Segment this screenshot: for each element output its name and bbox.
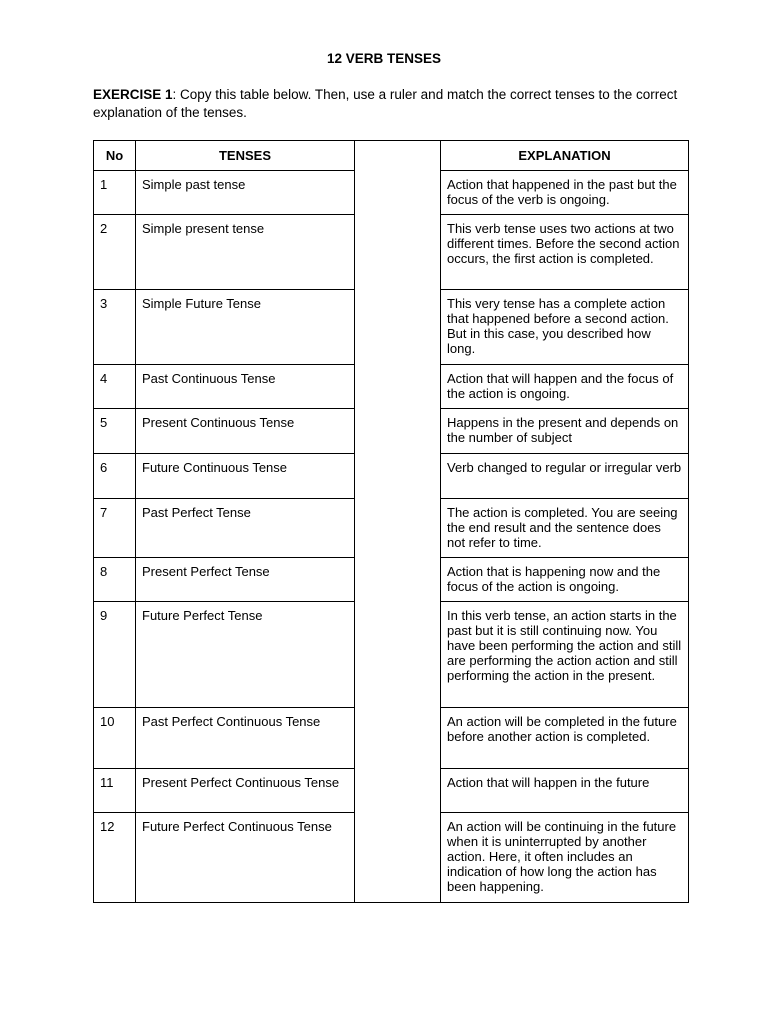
row-tense: Future Perfect Tense: [136, 602, 355, 708]
row-tense: Present Continuous Tense: [136, 409, 355, 454]
table-row: [94, 813, 355, 903]
exercise-text: : Copy this table below. Then, use a ruler and match the correct tenses to the correct explanation of the tenses.: [93, 87, 678, 120]
table-row: [94, 290, 355, 365]
table-row: [94, 454, 355, 499]
row-number: 4: [94, 365, 136, 409]
row-explanation: Action that will happen and the focus of the action is ongoing.: [441, 365, 689, 409]
row-number: 2: [94, 215, 136, 290]
exercise-label: EXERCISE 1: [93, 87, 173, 102]
row-tense: Simple Future Tense: [136, 290, 355, 365]
table-row: [94, 365, 355, 409]
row-explanation: In this verb tense, an action starts in the past but it is still continuing now. You have been performing the action and still are performing the action action and still performing the action in the present.: [441, 602, 689, 708]
row-explanation: This very tense has a complete action that happened before a second action. But in this case, you described how long.: [441, 290, 689, 365]
table-row: [441, 602, 689, 708]
explanation-table: [440, 140, 689, 903]
row-number: 6: [94, 454, 136, 499]
row-tense: Simple present tense: [136, 215, 355, 290]
row-explanation: Action that will happen in the future: [441, 769, 689, 813]
row-explanation: This verb tense uses two actions at two different times. Before the second action occurs, the first action is completed.: [441, 215, 689, 290]
header-tenses: TENSES: [136, 141, 355, 171]
table-row: [94, 215, 355, 290]
row-tense: Present Perfect Continuous Tense: [136, 769, 355, 813]
row-number: 9: [94, 602, 136, 708]
row-tense: Present Perfect Tense: [136, 558, 355, 602]
table-row: [94, 499, 355, 558]
tenses-table: [93, 140, 355, 903]
table-row: [441, 215, 689, 290]
row-tense: Future Perfect Continuous Tense: [136, 813, 355, 903]
table-row: [441, 171, 689, 215]
row-number: 8: [94, 558, 136, 602]
exercise-instructions: [93, 86, 683, 122]
row-number: 7: [94, 499, 136, 558]
table-row: [94, 602, 355, 708]
table-row: [441, 290, 689, 365]
row-number: 10: [94, 708, 136, 769]
page-title: 12 VERB TENSES: [326, 51, 442, 66]
table-row: [94, 708, 355, 769]
row-explanation: Verb changed to regular or irregular verb: [441, 454, 689, 499]
row-number: 5: [94, 409, 136, 454]
table-row: [94, 409, 355, 454]
table-row: [441, 769, 689, 813]
table-row: [441, 409, 689, 454]
row-tense: Past Perfect Tense: [136, 499, 355, 558]
table-row: [441, 708, 689, 769]
row-number: 11: [94, 769, 136, 813]
row-explanation: An action will be continuing in the future when it is uninterrupted by another action. Here, it often includes an indication of how long the action has been happening.: [441, 813, 689, 903]
explanation-header-row: [441, 141, 689, 171]
row-number: 1: [94, 171, 136, 215]
row-tense: Past Perfect Continuous Tense: [136, 708, 355, 769]
row-explanation: The action is completed. You are seeing the end result and the sentence does not refer to time.: [441, 499, 689, 558]
row-tense: Simple past tense: [136, 171, 355, 215]
table-row: [94, 171, 355, 215]
header-explanation: EXPLANATION: [441, 141, 689, 171]
table-row: [94, 558, 355, 602]
row-tense: Past Continuous Tense: [136, 365, 355, 409]
tenses-header-row: [94, 141, 355, 171]
row-explanation: An action will be completed in the future before another action is completed.: [441, 708, 689, 769]
table-row: [441, 499, 689, 558]
row-number: 3: [94, 290, 136, 365]
table-row: [441, 365, 689, 409]
table-row: [441, 813, 689, 903]
row-explanation: Happens in the present and depends on the number of subject: [441, 409, 689, 454]
row-tense: Future Continuous Tense: [136, 454, 355, 499]
row-explanation: Action that happened in the past but the focus of the verb is ongoing.: [441, 171, 689, 215]
matching-gap-column: [353, 140, 441, 903]
row-number: 12: [94, 813, 136, 903]
table-row: [441, 454, 689, 499]
header-no: No: [94, 141, 136, 171]
table-row: [441, 558, 689, 602]
row-explanation: Action that is happening now and the focus of the action is ongoing.: [441, 558, 689, 602]
table-row: [94, 769, 355, 813]
